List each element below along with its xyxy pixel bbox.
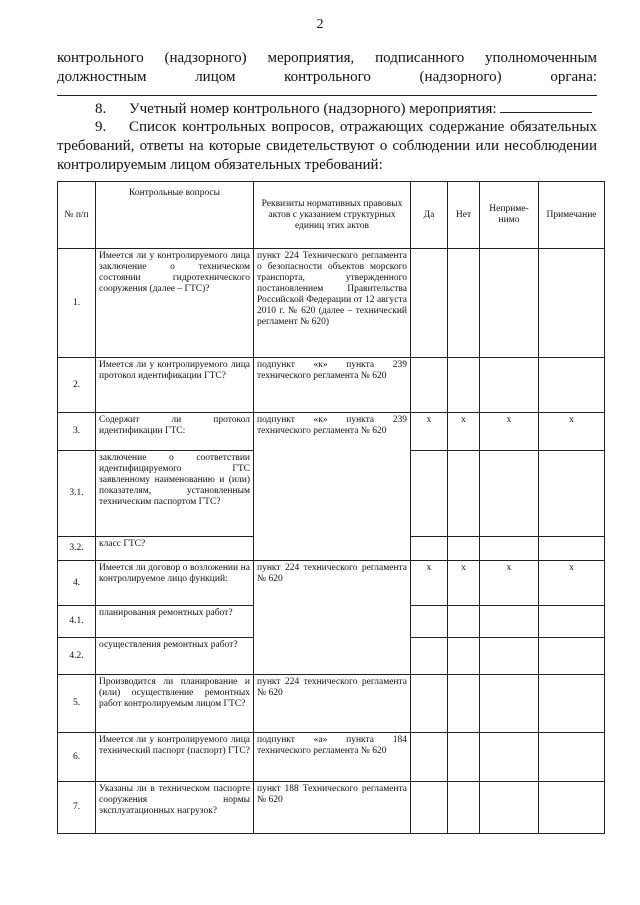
row-number: 6.: [58, 733, 96, 782]
intro-word: подписанного: [375, 50, 465, 66]
table-row: [58, 733, 605, 782]
answer-na-cell[interactable]: [480, 782, 539, 834]
table-row: [58, 782, 605, 834]
answer-no-cell: x: [448, 413, 480, 451]
answer-no-cell[interactable]: [448, 537, 480, 561]
row-number: 7.: [58, 782, 96, 834]
row-requisites: подпункт «к» пункта 239 технического регламента № 620: [254, 413, 411, 451]
row-requisites: пункт 224 Технического регламента о безопасности объектов морского транспорта, утвержденного постановлением Правительства Российской Федерации от 12 августа 2010 г. № 620 (далее – технический регламент № 620): [254, 249, 411, 358]
intro-word: контрольного: [57, 50, 144, 66]
table-row: [58, 413, 605, 451]
row-question: осуществления ремонтных работ?: [96, 638, 254, 675]
row-requisites: пункт 224 технического регламента № 620: [254, 675, 411, 733]
row-question: Имеется ли договор о возложении на контролируемое лицо функций:: [96, 561, 254, 606]
intro-word: (надзорного): [164, 50, 247, 66]
answer-na-cell[interactable]: [480, 606, 539, 638]
intro-word: мероприятия,: [267, 50, 355, 66]
table-row: [58, 561, 605, 606]
item-8: [57, 99, 597, 119]
note-cell[interactable]: [539, 606, 605, 638]
row-number: 3.1.: [58, 451, 96, 537]
answer-na-cell[interactable]: [480, 537, 539, 561]
header-not-applicable: Неприме-нимо: [480, 182, 539, 249]
header-requisites: Реквизиты нормативных правовых актов с указанием структурных единиц этих актов: [254, 182, 411, 249]
row-question: Указаны ли в техническом паспорте сооружения нормы эксплуатационных нагрузок?: [96, 782, 254, 834]
answer-yes-cell[interactable]: [411, 675, 448, 733]
answer-yes-cell: x: [411, 561, 448, 606]
note-cell[interactable]: [539, 249, 605, 358]
answer-no-cell[interactable]: [448, 451, 480, 537]
signature-fill-line: [57, 95, 597, 96]
header-no: Нет: [448, 182, 480, 249]
intro-word: (надзорного): [419, 69, 502, 85]
answer-yes-cell[interactable]: [411, 606, 448, 638]
note-cell[interactable]: [539, 537, 605, 561]
row-number: 4.1.: [58, 606, 96, 638]
note-cell: x: [539, 413, 605, 451]
answer-yes-cell[interactable]: [411, 451, 448, 537]
note-cell[interactable]: [539, 733, 605, 782]
row-number: 4.: [58, 561, 96, 606]
table-row: [58, 358, 605, 413]
item-8-number: 8.: [95, 101, 107, 117]
note-cell[interactable]: [539, 451, 605, 537]
answer-no-cell: x: [448, 561, 480, 606]
answer-na-cell: x: [480, 413, 539, 451]
answer-yes-cell: x: [411, 413, 448, 451]
row-question: планирования ремонтных работ?: [96, 606, 254, 638]
row-question: класс ГТС?: [96, 537, 254, 561]
answer-no-cell[interactable]: [448, 782, 480, 834]
header-yes: Да: [411, 182, 448, 249]
note-cell[interactable]: [539, 675, 605, 733]
row-question: Содержит ли протокол идентификации ГТС:: [96, 413, 254, 451]
checklist-table: [57, 181, 605, 834]
answer-na-cell[interactable]: [480, 733, 539, 782]
table-header-row: [58, 182, 605, 249]
note-cell[interactable]: [539, 358, 605, 413]
row-number: 5.: [58, 675, 96, 733]
note-cell[interactable]: [539, 638, 605, 675]
row-question: заключение о соответствии идентифицируемого ГТС заявленному наименованию и (или) показателям, установленным техническим паспортом ГТС?: [96, 451, 254, 537]
answer-no-cell[interactable]: [448, 638, 480, 675]
row-question: Имеется ли у контролируемого лица заключение о техническом состоянии гидротехнического сооружения (далее – ГТС)?: [96, 249, 254, 358]
row-question: Имеется ли у контролируемого лица протокол идентификации ГТС?: [96, 358, 254, 413]
row-number: 1.: [58, 249, 96, 358]
row-requisites-continued: [254, 606, 411, 675]
answer-na-cell[interactable]: [480, 638, 539, 675]
item-8-text: Учетный номер контрольного (надзорного) мероприятия:: [129, 101, 497, 117]
answer-yes-cell[interactable]: [411, 638, 448, 675]
intro-word: контрольного: [284, 69, 371, 85]
header-note: Примечание: [539, 182, 605, 249]
note-cell[interactable]: [539, 782, 605, 834]
intro-word: уполномоченным: [485, 50, 598, 66]
answer-yes-cell[interactable]: [411, 782, 448, 834]
table-row: [58, 606, 605, 638]
answer-na-cell[interactable]: [480, 675, 539, 733]
answer-no-cell[interactable]: [448, 675, 480, 733]
intro-line-1: [57, 49, 597, 68]
answer-na-cell[interactable]: [480, 358, 539, 413]
row-requisites: подпункт «а» пункта 184 технического регламента № 620: [254, 733, 411, 782]
answer-yes-cell[interactable]: [411, 733, 448, 782]
answer-na-cell[interactable]: [480, 249, 539, 358]
row-requisites: пункт 188 Технического регламента № 620: [254, 782, 411, 834]
table-row: [58, 249, 605, 358]
page-number: 2: [316, 17, 324, 32]
answer-yes-cell[interactable]: [411, 249, 448, 358]
row-question: Производится ли планирование и (или) осуществление ремонтных работ контролируемым лицом ГТС?: [96, 675, 254, 733]
item-9-text: Список контрольных вопросов, отражающих содержание обязательных требований, ответы на которые свидетельствуют о соблюдении или несоблюдении контролируемым лицом обязательных требований:: [57, 119, 597, 173]
answer-no-cell[interactable]: [448, 606, 480, 638]
intro-word: лицом: [195, 69, 236, 85]
row-number: 3.2.: [58, 537, 96, 561]
answer-na-cell: x: [480, 561, 539, 606]
answer-no-cell[interactable]: [448, 249, 480, 358]
answer-yes-cell[interactable]: [411, 537, 448, 561]
row-requisites: пункт 224 технического регламента № 620: [254, 561, 411, 606]
row-question: Имеется ли у контролируемого лица технический паспорт (паспорт) ГТС?: [96, 733, 254, 782]
intro-line-2: [57, 68, 597, 87]
intro-word: органа:: [550, 69, 598, 85]
item-8-blank-line: [500, 99, 592, 113]
header-num: № п/п: [58, 182, 96, 249]
row-number: 2.: [58, 358, 96, 413]
intro-word: должностным: [57, 69, 147, 85]
answer-na-cell[interactable]: [480, 451, 539, 537]
answer-yes-cell[interactable]: [411, 358, 448, 413]
row-number: 3.: [58, 413, 96, 451]
table-row: [58, 675, 605, 733]
answer-no-cell[interactable]: [448, 733, 480, 782]
item-9: [57, 118, 597, 175]
note-cell: x: [539, 561, 605, 606]
row-requisites-continued: [254, 451, 411, 561]
row-number: 4.2.: [58, 638, 96, 675]
row-requisites: подпункт «к» пункта 239 технического регламента № 620: [254, 358, 411, 413]
item-9-number: 9.: [95, 119, 107, 135]
header-question: Контрольные вопросы: [96, 182, 254, 249]
table-row: [58, 451, 605, 537]
answer-no-cell[interactable]: [448, 358, 480, 413]
